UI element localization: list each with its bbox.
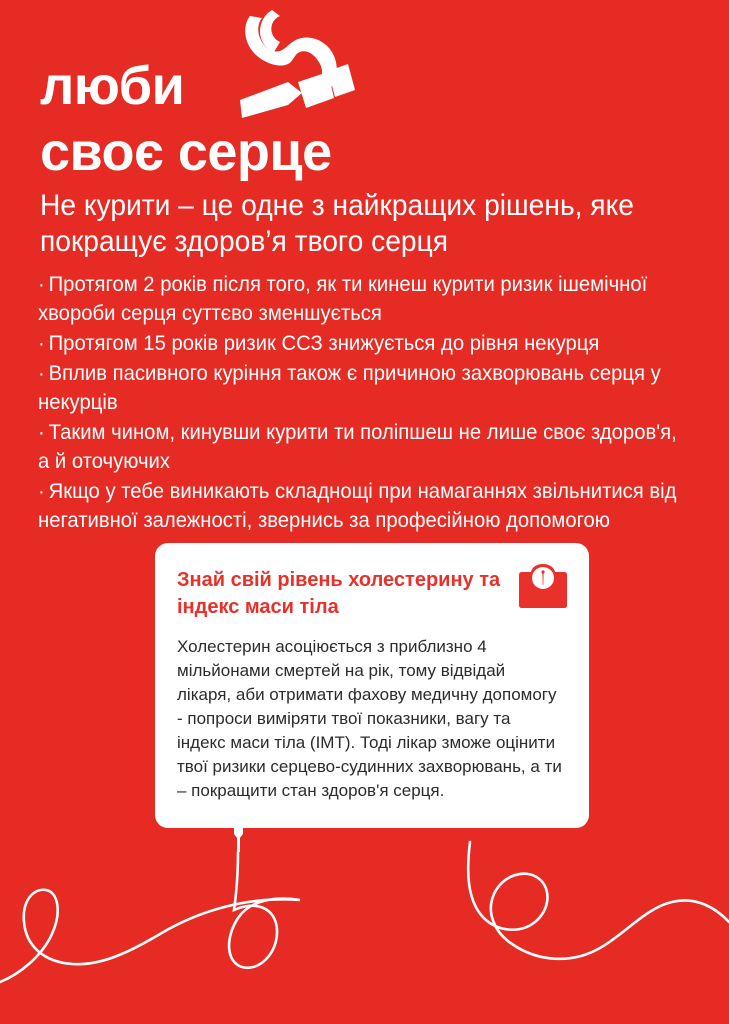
list-item bbox=[38, 329, 686, 358]
list-item bbox=[38, 477, 686, 535]
card-pin-line bbox=[234, 826, 243, 852]
list-item-text: Протягом 15 років ризик ССЗ знижується до рівня некурця bbox=[48, 332, 600, 355]
bullet-marker: · bbox=[38, 480, 45, 503]
list-item-text: Протягом 2 років після того, як ти кинеш курити ризик ішемічної хвороби серця суттєво зменшується bbox=[38, 273, 648, 325]
bullet-marker: · bbox=[38, 421, 45, 444]
list-item-text: Таким чином, кинувши курити ти поліпшеш не лише своє здоров'я, а й оточуючих bbox=[38, 421, 677, 473]
list-item bbox=[38, 270, 686, 328]
card-title: Знай свій рівень холестерину та індекс маси тіла bbox=[177, 569, 501, 618]
bullet-marker: · bbox=[38, 332, 45, 355]
curved-line-decoration bbox=[0, 838, 729, 1024]
brand-block bbox=[40, 56, 680, 182]
bullet-marker: · bbox=[38, 273, 45, 296]
bullet-marker: · bbox=[38, 362, 45, 385]
card-body-text: Холестерин асоціюється з приблизно 4 мільйонами смертей на рік, тому відвідай лікаря, аби отримати фахову медичну допомогу - попроси виміряти твої показники, вагу та індекс маси тіла (ІМТ). Тоді лікар зможе оцінити твої ризики серцево-судинних захворювань, а ти – покращити стан здоров'я серця. bbox=[177, 637, 562, 800]
brand-title-line-1: люби bbox=[40, 56, 185, 116]
list-item-text: Якщо у тебе виникають складнощі при намаганнях звільнитися від негативної залежності, звернись за професійною допомогою bbox=[38, 480, 677, 532]
cholesterol-info-card bbox=[155, 543, 589, 828]
list-item bbox=[38, 359, 686, 417]
subtitle: Не курити – це одне з найкращих рішень, яке покращує здоров’я твого серця bbox=[40, 189, 634, 258]
brand-title-line-2: своє серце bbox=[40, 122, 332, 182]
bullet-list bbox=[38, 270, 710, 536]
bathroom-scale-icon bbox=[518, 563, 568, 609]
list-item bbox=[38, 418, 686, 476]
list-item-text: Вплив пасивного куріння також є причиною захворювань серця у некурців bbox=[38, 362, 661, 414]
